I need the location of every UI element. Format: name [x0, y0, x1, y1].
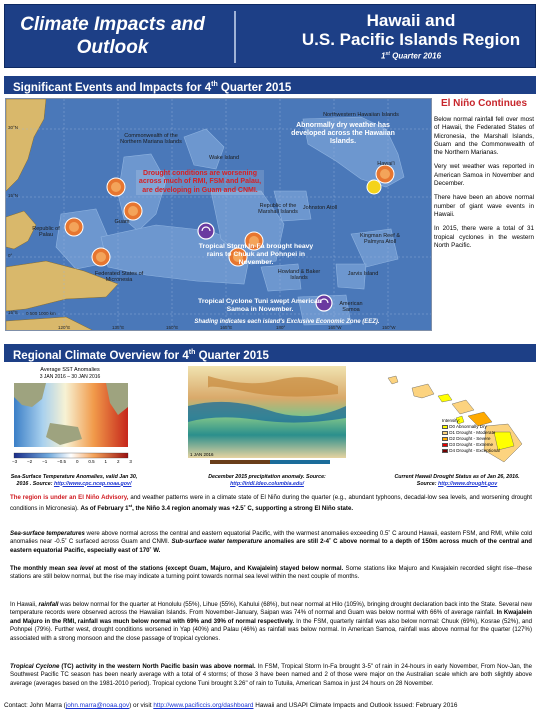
- title-line-1: Climate Impacts and: [20, 14, 205, 35]
- label-johnston: Johnston Atoll: [302, 205, 338, 211]
- label-guam: Guam: [114, 219, 130, 225]
- legend-item-d3: D3 Drought - Extreme: [442, 442, 530, 448]
- issue-quarter: 1st Quarter 2016: [380, 51, 442, 61]
- section-heading-significant-events: Significant Events and Impacts for 4th Quarter 2015: [4, 76, 536, 94]
- contact-email-link[interactable]: john.marra@noaa.gov: [65, 702, 130, 709]
- lat-tick: 30°N: [8, 125, 19, 130]
- precip-anomaly-map: [188, 366, 346, 470]
- label-palau: Republic of Palau: [32, 226, 60, 238]
- dashboard-link[interactable]: http://www.pacificcis.org/dashboard: [153, 702, 254, 709]
- drought-icon: [367, 180, 381, 194]
- section-heading-climate-overview: Regional Climate Overview for 4th Quarter 2015: [4, 344, 536, 362]
- annotation-eez: Shading indicates each island's Exclusive Economic Zone (EEZ).: [194, 319, 380, 325]
- label-wake: Wake Island: [208, 155, 240, 161]
- annotation-in-fa: Tropical Storm In-Fa brought heavy rains to Chuuk and Pohnpei in November.: [198, 243, 314, 266]
- precip-source-link[interactable]: http://iridl.ldeo.columbia.edu/: [230, 480, 304, 487]
- page-footer: Contact: John Marra (john.marra@noaa.gov) or visit http://www.pacificcis.org/dashboard Hawaii and USAPI Climate Impacts and Outlook Issued: February 2016: [4, 702, 458, 709]
- lon-tick: 165°W: [328, 325, 342, 330]
- legend-item-d1: D1 Drought - Moderate: [442, 430, 530, 436]
- map-scale-bar: 0 500 1000 km: [26, 311, 56, 316]
- annotation-drought: Drought conditions are worsening across much of RMI, FSM and Palau, are developing in Guam and CNMI.: [136, 170, 264, 195]
- lon-tick: 120°E: [58, 325, 71, 330]
- hawaii-drought-map: [382, 366, 532, 472]
- sst-colorbar-ticks: −3 −2 −1 −0.5 0 0.5 1 2 3: [12, 459, 132, 464]
- sst-anomaly-map: [6, 367, 134, 471]
- region-title: [285, 5, 537, 69]
- drought-icon: [376, 165, 394, 183]
- drought-icon: [92, 248, 110, 266]
- label-hawaii: Hawai'i: [377, 161, 395, 167]
- precip-date-stamp: 1 JAN 2016: [190, 452, 214, 457]
- lat-tick: 0°: [8, 253, 13, 258]
- el-nino-paragraph: Below normal rainfall fell over most of Hawaii, the Federated States of Micronesia, the Marshall Islands, Guam and the Commonwealth of the Northern Marianas.: [434, 116, 534, 157]
- el-nino-paragraph: In 2015, there were a total of 31 tropical cyclones in the western North Pacific.: [434, 225, 534, 249]
- sst-title: Average SST Anomalies: [40, 367, 100, 373]
- lat-tick: 15°S: [8, 310, 18, 315]
- label-howland: Howland & Baker Islands: [277, 269, 321, 281]
- label-fsm: Federated States of Micronesia: [94, 271, 144, 283]
- drought-source-link[interactable]: http://www.drought.gov: [437, 480, 498, 487]
- cyclone-icon: [198, 223, 214, 239]
- lon-tick: 135°E: [112, 325, 125, 330]
- paragraph-tropical-cyclones: Tropical Cyclone (TC) activity in the western North Pacific basin was above normal. In FSM, Tropical Storm In-Fa brought 3-5" of rain in 24-hours in early November, From Nov-Jan, the Southwest Pacific TC season has been nearly average with a total of 4 storms; of those 3 have been named and 2 of those were major on the Australian scale which are both slightly above average (averages based on the 1981-2010 period). Tropical cyclone Tuni brought 3.26" of rain to Tutuila, American Samoa in just 24 hours on 28 November.: [10, 663, 532, 687]
- label-cnmi: Commonwealth of the Northern Mariana Islands: [120, 133, 182, 145]
- land-australia: [6, 317, 96, 331]
- sst-dates: 3 JAN 2016 – 30 JAN 2016: [39, 374, 101, 380]
- drought-icon: [107, 178, 125, 196]
- label-american-samoa: American Samoa: [339, 301, 363, 313]
- lon-tick: 165°E: [220, 325, 233, 330]
- el-nino-panel: [434, 98, 534, 334]
- el-nino-title: El Niño Continues: [440, 98, 528, 109]
- paragraph-sea-level: The monthly mean sea level at most of the stations (except Guam, Majuro, and Kwajalein) stayed below normal. Some stations like Majuro and Kwajalein recorded slight rise--these stations are still below normal, but the rise may indicate a turning point towards normal sea level within the next couple of months.: [10, 565, 532, 581]
- annotation-hawaii-dry: Abnormally dry weather has developed across the Hawaiian Islands.: [291, 122, 395, 146]
- drought-caption: Current Hawaii Drought Status as of Jan 26, 2016. Source: http://www.drought.gov: [394, 474, 520, 487]
- precip-caption: December 2015 precipitation anomaly. Source: http://iridl.ldeo.columbia.edu/: [208, 474, 326, 487]
- pacific-region-map: [5, 98, 432, 331]
- paragraph-rainfall: In Hawaii, rainfall was below normal for the quarter at Honolulu (55%), Lihue (55%), Kahului (68%), but near normal at Hilo (105%), bringing drought declaration back into the State. Several new temperature records were observed across the Hawaiian Islands. From November-January, Saipan was 74% of normal and Guam was below normal with 66% of average rainfall. In Kwajalein and Majuro in the RMI, rainfall was much below normal with 69% and 39% of normal respectively. In the FSM, quarterly rainfall was also below normal: Chuuk (69%), Kosrae (52%), and Pohnpei (79%). Further west, drought conditions worsened in Yap (40%) and Palau (46%) as rainfall was below normal. In American Samoa, rainfall was above normal for the quarter (127%) associated with a strong monsoon and the close passage of tropical cyclones.: [10, 601, 533, 642]
- page-title: [5, 5, 220, 69]
- paragraph-sea-surface-temp: Sea-surface temperatures were above normal across the central and eastern equatorial Pacific, with the warmest anomalies exceeding 0.5˚ C around Hawaii, eastern FSM, and RMI, while cold anomalies near -0.5˚ C surfaced across Guam and CNMI. Sub-surface water temperature anomalies are still 2-4˚ C above normal to a depth of 150m across much of the central and eastern equatorial Pacific, especially east of 170˚ W.: [10, 530, 532, 554]
- label-jarvis: Jarvis Island: [347, 271, 379, 277]
- page-header: [4, 4, 536, 68]
- el-nino-paragraph: Very wet weather was reported in American Samoa in November and December.: [434, 163, 534, 188]
- drought-icon: [65, 218, 83, 236]
- legend-item-d4: D4 Drought - Exceptional: [442, 448, 530, 454]
- drought-legend: Intensity: D0 Abnormally Dry D1 Drought - Moderate D2 Drought - Severe D3 Drought - Extreme D4 Drought - Exceptional: [442, 418, 530, 454]
- region-line-2: U.S. Pacific Islands Region: [301, 30, 521, 49]
- label-kingman: Kingman Reef & Palmyra Atoll: [359, 233, 401, 245]
- drought-icon: [124, 202, 142, 220]
- title-line-2: Outlook: [76, 37, 149, 58]
- sst-caption: Sea-Surface Temperature Anomalies, valid Jan 30, 2016 . Source: http://www.cpc.ncep.noaa.gov/: [10, 474, 138, 487]
- legend-item-d0: D0 Abnormally Dry: [442, 424, 530, 430]
- land-new-guinea: [6, 261, 118, 311]
- header-divider: [234, 11, 236, 63]
- lat-tick: 15°N: [8, 193, 19, 198]
- land-asia: [6, 99, 46, 191]
- region-line-1: Hawaii and: [366, 11, 456, 30]
- lon-tick: 180°: [276, 325, 286, 330]
- lon-tick: 150°W: [382, 325, 396, 330]
- label-rmi: Republic of the Marshall Islands: [258, 203, 298, 215]
- el-nino-paragraph: There have been an above normal number of giant wave events in Hawaii.: [434, 194, 534, 218]
- sst-source-link[interactable]: http://www.cpc.ncep.noaa.gov/: [53, 480, 132, 487]
- eez-wake: [184, 129, 224, 169]
- annotation-tuni: Tropical Cyclone Tuni swept American Samoa in November.: [198, 298, 322, 313]
- sst-graphic: [6, 367, 134, 471]
- lon-tick: 150°E: [166, 325, 179, 330]
- legend-item-d2: D2 Drought - Severe: [442, 436, 530, 442]
- paragraph-el-nino-advisory: The region is under an El Niño Advisory, and weather patterns were in a climate state of El Niño during the quarter (e.g., abundant typhoons, decadal-low sea levels, and worsening drought conditions in Micronesia). As of February 1st, the Niño 3.4 region anomaly was +2.5˚ C, supporting a strong El Niño state.: [10, 494, 532, 513]
- label-nw-hawaiian: Northwestern Hawaiian Islands: [323, 112, 399, 118]
